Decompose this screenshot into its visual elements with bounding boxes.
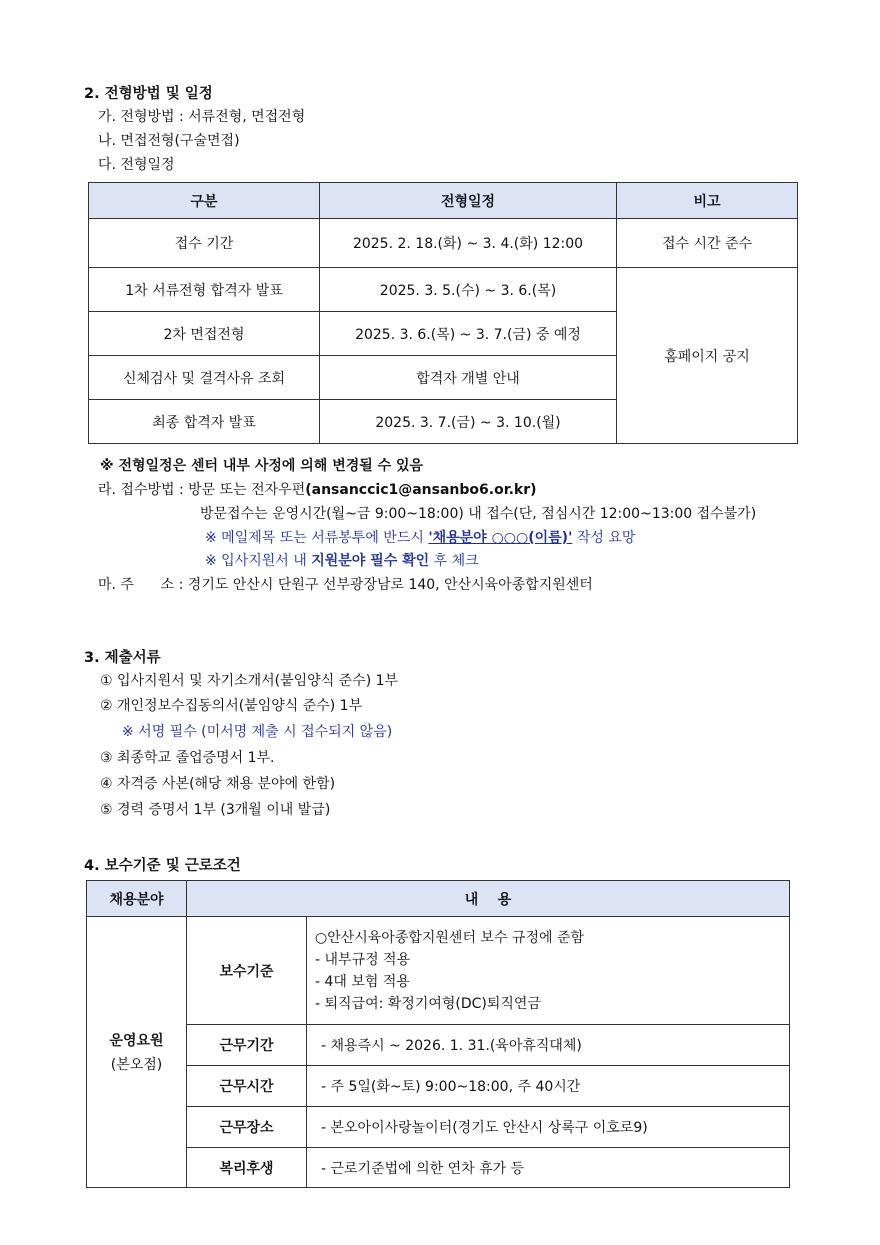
condition-label: 근무장소 [187,1107,307,1148]
schedule-row-name: 1차 서류전형 합격자 발표 [89,268,320,312]
document-item: ③ 최종학교 졸업증명서 1부. [100,750,275,766]
application-method [98,479,537,499]
address-line: 마. 주 소 : 경기도 안산시 단원구 선부광장남로 140, 안산시육아종합지원센터 [98,577,593,593]
schedule-change-note: ※ 전형일정은 센터 내부 사정에 의해 변경될 수 있음 [100,458,424,474]
visit-note: 방문접수는 운영시간(월~금 9:00~18:00) 내 접수(단, 점심시간 12:00~13:00 접수불가) [200,506,757,522]
app-note-bold: 지원분야 필수 확인 [311,553,430,569]
signature-note: ※ 서명 필수 (미서명 제출 시 접수되지 않음) [122,724,393,740]
condition-line: ○안산시육아종합지원센터 보수 규정에 준함 [315,929,584,946]
document-item: ⑤ 경력 증명서 1부 (3개월 이내 발급) [100,802,331,818]
schedule-row-date: 합격자 개별 안내 [320,356,617,400]
schedule-row-name: 신체검사 및 결격사유 조회 [89,356,320,400]
condition-label: 근무시간 [187,1066,307,1107]
application-email: (ansanccic1@ansanbo6.or.kr) [305,482,537,498]
condition-detail [307,917,790,1025]
schedule-row-date: 2025. 2. 18.(화) ~ 3. 4.(화) 12:00 [320,219,617,268]
condition-line: - 내부규정 적용 [315,951,411,968]
application-check-note [205,550,479,570]
schedule-row-date: 2025. 3. 7.(금) ~ 3. 10.(월) [320,400,617,444]
condition-line: - 퇴직급여: 확정기여형(DC)퇴직연금 [315,995,541,1012]
mail-note-pre: ※ 메일제목 또는 서류봉투에 반드시 [205,530,429,546]
position-branch: (본오점) [110,1057,163,1073]
schedule-table [88,182,798,444]
condition-detail: - 채용즉시 ~ 2026. 1. 31.(육아휴직대체) [307,1025,790,1066]
schedule-header-date: 전형일정 [320,183,617,219]
condition-detail: - 근로기준법에 의한 연차 휴가 등 [307,1148,790,1188]
section4-title: 4. 보수기준 및 근로조건 [84,858,241,874]
schedule-line: 다. 전형일정 [98,157,175,173]
section3-title: 3. 제출서류 [84,650,161,666]
condition-line: - 4대 보험 적용 [315,973,410,990]
condition-detail: - 본오아이사랑놀이터(경기도 안산시 상록구 이호로9) [307,1107,790,1148]
position-cell [87,917,187,1188]
app-note-pre: ※ 입사지원서 내 [205,553,312,569]
document-item: ④ 자격증 사본(해당 채용 분야에 한함) [100,776,336,792]
position-name: 운영요원 [109,1033,164,1049]
schedule-row-name: 2차 면접전형 [89,312,320,356]
app-note-post: 후 체크 [429,553,479,569]
schedule-row-name: 접수 기간 [89,219,320,268]
schedule-header-category: 구분 [89,183,320,219]
condition-label: 보수기준 [187,917,307,1025]
schedule-header-note: 비고 [617,183,798,219]
document-item: ② 개인정보수집동의서(붙임양식 준수) 1부 [100,698,363,714]
conditions-header-position: 채용분야 [87,881,187,917]
conditions-header-content: 내 용 [187,881,790,917]
section2-title: 2. 전형방법 및 일정 [84,86,213,102]
condition-label: 근무기간 [187,1025,307,1066]
method-line: 가. 전형방법 : 서류전형, 면접전형 [98,109,306,125]
mail-note-post: 작성 요망 [572,530,636,546]
schedule-merged-note: 홈페이지 공지 [617,268,798,444]
schedule-row-note: 접수 시간 준수 [617,219,798,268]
mail-note-bold: '채용분야 ○○○(이름)' [428,530,573,546]
interview-line: 나. 면접전형(구술면접) [98,133,240,149]
conditions-table [86,880,790,1188]
application-method-label: 라. 접수방법 : 방문 또는 전자우편 [98,482,306,498]
schedule-row-name: 최종 합격자 발표 [89,400,320,444]
document-item: ① 입사지원서 및 자기소개서(붙임양식 준수) 1부 [100,673,399,689]
condition-detail: - 주 5일(화~토) 9:00~18:00, 주 40시간 [307,1066,790,1107]
condition-label: 복리후생 [187,1148,307,1188]
schedule-row-date: 2025. 3. 5.(수) ~ 3. 6.(목) [320,268,617,312]
schedule-row-date: 2025. 3. 6.(목) ~ 3. 7.(금) 중 예정 [320,312,617,356]
mail-title-note [205,527,635,547]
